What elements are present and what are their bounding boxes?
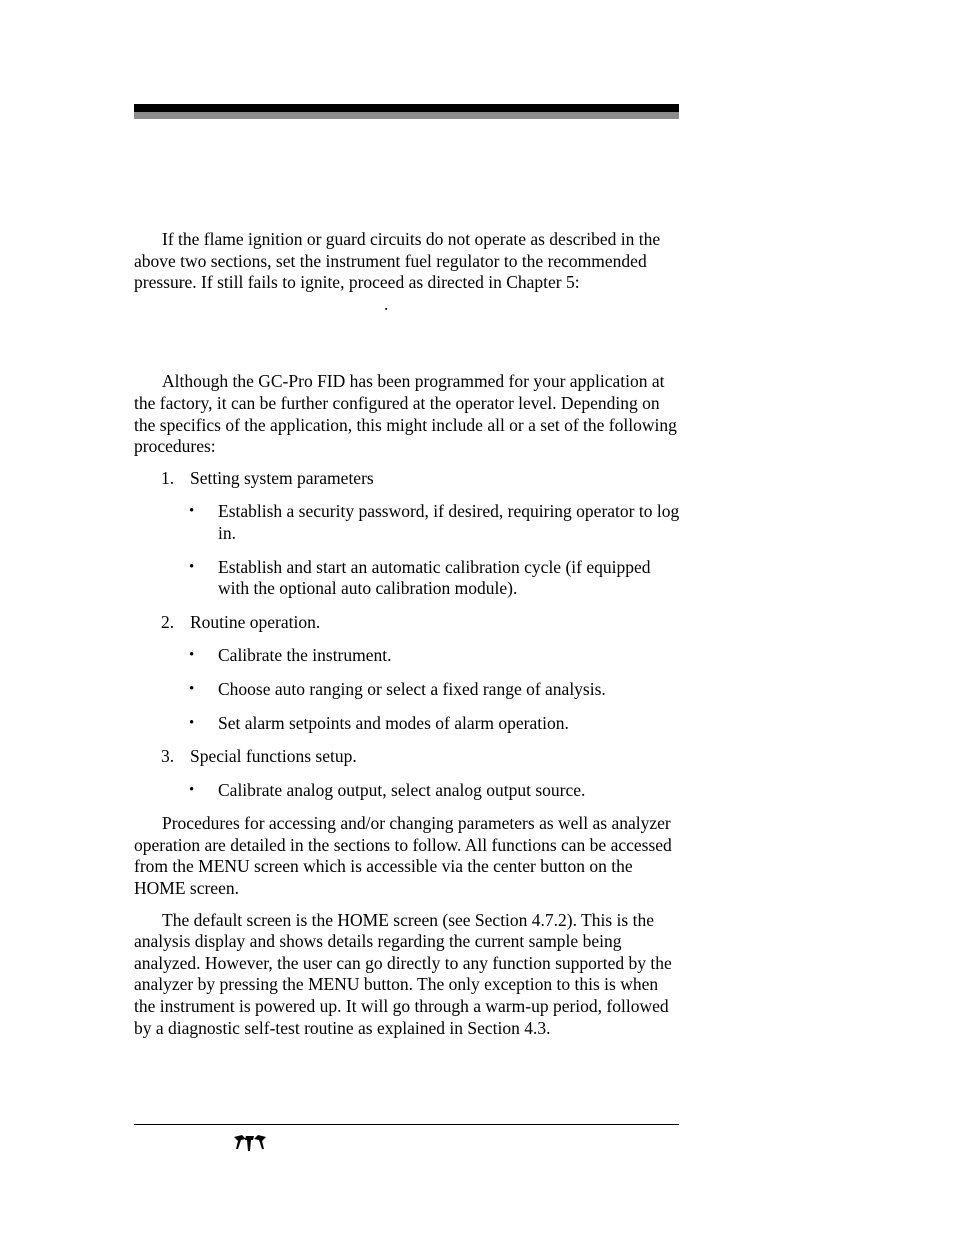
- bullet-text: Calibrate analog output, select analog output source.: [218, 779, 586, 800]
- bullet-text: Set alarm setpoints and modes of alarm operation.: [218, 712, 569, 733]
- page-content: [134, 229, 682, 1039]
- paragraph-default-screen: The default screen is the HOME screen (see Section 4.7.2). This is the analysis display and shows details regarding the current sample being analyzed. However, the user can go directly to any function supported by the analyzer by pressing the MENU button. The only exception to this is when the instrument is powered up. It will go through a warm-up period, followed by a diagnostic self-test routine as explained in Section 4.3.: [134, 909, 672, 1038]
- bullet-icon: •: [189, 647, 195, 664]
- teledyne-logo-icon: [232, 1131, 268, 1153]
- procedure-number: 2.: [161, 611, 175, 632]
- paragraph-configuration-intro: Although the GC-Pro FID has been programmed for your application at the factory, it can be further configured at the operator level. Depending on the specifics of the application, this might include all or a set of the following procedures:: [134, 371, 677, 457]
- bullet-text: Establish a security password, if desired, requiring operator to log in.: [218, 501, 680, 543]
- bullet-item: [134, 557, 682, 600]
- header-rule-grey: [134, 112, 679, 119]
- header-rule-black: [134, 104, 679, 112]
- procedure-item: [134, 468, 682, 490]
- paragraph-flame-ignition: [134, 229, 682, 315]
- procedure-list: [134, 468, 682, 802]
- procedure-bullets: [134, 501, 682, 599]
- bullet-text: Calibrate the instrument.: [218, 645, 392, 666]
- bullet-item: [134, 679, 682, 701]
- paragraph-procedures-access: Procedures for accessing and/or changing parameters as well as analyzer operation are detailed in the sections to follow. All functions can be accessed from the MENU screen which is accessible via the center button on the HOME screen.: [134, 813, 672, 899]
- procedure-number: 3.: [161, 746, 175, 767]
- procedure-bullets: [134, 645, 682, 734]
- procedure-label: Special functions setup.: [190, 746, 357, 767]
- procedure-label: Routine operation.: [190, 611, 321, 632]
- procedure-bullets: [134, 780, 682, 802]
- bullet-icon: •: [189, 781, 195, 798]
- procedure-label: Setting system parameters: [190, 467, 374, 488]
- paragraph-flame-ignition-end: .: [384, 293, 389, 314]
- procedure-item: [134, 612, 682, 634]
- bullet-text: Choose auto ranging or select a fixed range of analysis.: [218, 678, 606, 699]
- footer-rule: [134, 1124, 679, 1125]
- bullet-item: [134, 713, 682, 735]
- paragraph-flame-ignition-text: If the flame ignition or guard circuits do not operate as described in the above two sections, set the instrument fuel regulator to the recommended pressure. If still fails to ignite, proceed as directed in Chapter 5:: [134, 229, 661, 293]
- bullet-text: Establish and start an automatic calibration cycle (if equipped with the optional auto calibration module).: [218, 556, 651, 599]
- bullet-icon: •: [189, 558, 195, 575]
- bullet-item: [134, 501, 682, 544]
- bullet-icon: •: [189, 714, 195, 731]
- bullet-icon: •: [189, 680, 195, 697]
- bullet-item: [134, 645, 682, 667]
- procedure-item: [134, 746, 682, 768]
- bullet-item: [134, 780, 682, 802]
- bullet-icon: •: [189, 503, 195, 520]
- procedure-number: 1.: [161, 467, 175, 488]
